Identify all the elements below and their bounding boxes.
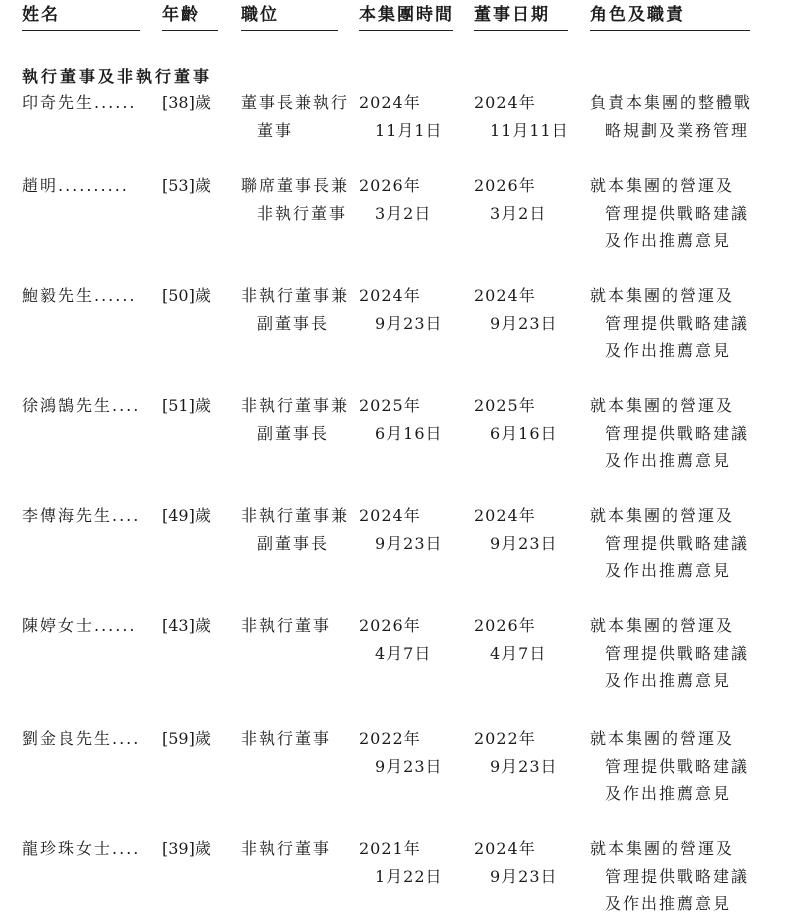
column-header-role: 角色及職責 <box>590 4 750 31</box>
date-day: 9月23日 <box>375 533 443 553</box>
joined-date <box>359 172 431 227</box>
date-day: 6月16日 <box>375 423 443 443</box>
joined-date <box>359 89 443 144</box>
date-year: 2024年 <box>474 286 536 305</box>
date-year: 2024年 <box>474 93 536 112</box>
role-line: 管理提供戰略建議 <box>605 203 750 223</box>
role-line: 及作出推薦意見 <box>605 231 732 250</box>
date-year: 2024年 <box>359 506 421 525</box>
role-line: 管理提供戰略建議 <box>605 866 750 886</box>
director-name: 徐鴻鵠先生.... <box>22 396 141 415</box>
director-name: 劉金良先生.... <box>22 729 141 748</box>
role-line: 負責本集團的整體戰 <box>590 93 753 112</box>
joined-date <box>359 392 443 447</box>
date-day: 11月1日 <box>375 120 443 140</box>
director-name: 陳婷女士...... <box>22 616 137 635</box>
position-line: 聯席董事長兼 <box>241 176 350 195</box>
date-day: 1月22日 <box>375 866 443 886</box>
date-year: 2022年 <box>474 729 536 748</box>
role-line: 管理提供戰略建議 <box>605 533 750 553</box>
role-line: 及作出推薦意見 <box>605 341 732 360</box>
role-line: 就本集團的營運及 <box>590 506 735 525</box>
role-line: 就本集團的營運及 <box>590 616 735 635</box>
director-date <box>474 502 558 557</box>
column-header-joined: 本集團時間 <box>359 4 453 31</box>
section-title: 執行董事及非執行董事 <box>22 67 213 86</box>
date-year: 2025年 <box>359 396 421 415</box>
date-year: 2025年 <box>474 396 536 415</box>
director-position <box>241 172 349 227</box>
date-year: 2026年 <box>474 616 536 635</box>
role-line: 管理提供戰略建議 <box>605 643 750 663</box>
director-name: 印奇先生...... <box>22 93 137 112</box>
column-header-position: 職位 <box>241 4 338 31</box>
director-position <box>241 835 331 863</box>
date-year: 2024年 <box>474 839 536 858</box>
position-line: 董事 <box>257 120 294 140</box>
date-year: 2026年 <box>359 176 421 195</box>
position-line: 非執行董事 <box>241 616 332 635</box>
director-position <box>241 282 349 337</box>
position-line: 副董事長 <box>257 533 330 553</box>
role-line: 就本集團的營運及 <box>590 176 735 195</box>
date-year: 2026年 <box>474 176 536 195</box>
date-day: 9月23日 <box>375 313 443 333</box>
date-day: 9月23日 <box>490 313 558 333</box>
role-line: 管理提供戰略建議 <box>605 756 750 776</box>
director-position <box>241 612 331 640</box>
role-line: 管理提供戰略建議 <box>605 423 750 443</box>
column-header-age: 年齡 <box>162 4 218 31</box>
position-line: 副董事長 <box>257 313 330 333</box>
director-position <box>241 392 349 447</box>
role-line: 及作出推薦意見 <box>605 894 732 913</box>
director-role <box>590 172 749 255</box>
joined-date <box>359 502 443 557</box>
director-role <box>590 282 749 365</box>
date-day: 3月2日 <box>375 203 432 223</box>
date-day: 6月16日 <box>490 423 558 443</box>
director-date <box>474 612 546 667</box>
date-day: 3月2日 <box>490 203 547 223</box>
date-year: 2024年 <box>359 93 421 112</box>
joined-date <box>359 725 443 780</box>
director-age: [38]歲 <box>162 93 211 112</box>
director-role <box>590 835 749 918</box>
position-line: 非執行董事 <box>241 839 332 858</box>
role-line: 及作出推薦意見 <box>605 561 732 580</box>
position-line: 董事長兼執行 <box>241 93 350 112</box>
director-date <box>474 89 569 144</box>
date-day: 9月23日 <box>375 756 443 776</box>
date-day: 4月7日 <box>490 643 547 663</box>
joined-date <box>359 282 443 337</box>
director-age: [49]歲 <box>162 506 211 525</box>
director-date <box>474 172 546 227</box>
role-line: 及作出推薦意見 <box>605 784 732 803</box>
director-position <box>241 502 349 557</box>
date-year: 2024年 <box>474 506 536 525</box>
director-position <box>241 89 349 144</box>
date-day: 9月23日 <box>490 756 558 776</box>
position-line: 非執行董事兼 <box>241 396 350 415</box>
director-date <box>474 392 558 447</box>
director-age: [43]歲 <box>162 616 211 635</box>
role-line: 及作出推薦意見 <box>605 451 732 470</box>
director-name: 龍珍珠女士.... <box>22 839 141 858</box>
date-year: 2026年 <box>359 616 421 635</box>
director-age: [51]歲 <box>162 396 211 415</box>
position-line: 非執行董事 <box>241 729 332 748</box>
role-line: 就本集團的營運及 <box>590 286 735 305</box>
director-age: [59]歲 <box>162 729 211 748</box>
date-year: 2021年 <box>359 839 421 858</box>
director-date <box>474 725 558 780</box>
role-line: 略規劃及業務管理 <box>605 120 750 140</box>
director-date <box>474 835 558 890</box>
director-role <box>590 725 749 808</box>
position-line: 非執行董事兼 <box>241 506 350 525</box>
table-header <box>0 0 790 40</box>
director-name: 鮑毅先生...... <box>22 286 137 305</box>
position-line: 非執行董事兼 <box>241 286 350 305</box>
date-day: 4月7日 <box>375 643 432 663</box>
joined-date <box>359 612 431 667</box>
column-header-name: 姓名 <box>22 4 140 31</box>
director-name: 李傳海先生.... <box>22 506 141 525</box>
position-line: 副董事長 <box>257 423 330 443</box>
column-header-director-date: 董事日期 <box>474 4 568 31</box>
director-name: 趙明.......... <box>22 176 129 195</box>
date-day: 11月11日 <box>490 120 569 140</box>
date-day: 9月23日 <box>490 533 558 553</box>
director-age: [50]歲 <box>162 286 211 305</box>
date-year: 2024年 <box>359 286 421 305</box>
director-role <box>590 89 752 144</box>
date-year: 2022年 <box>359 729 421 748</box>
director-role <box>590 502 749 585</box>
position-line: 非執行董事 <box>257 203 348 223</box>
director-role <box>590 612 749 695</box>
director-age: [39]歲 <box>162 839 211 858</box>
director-role <box>590 392 749 475</box>
date-day: 9月23日 <box>490 866 558 886</box>
director-position <box>241 725 331 753</box>
joined-date <box>359 835 443 890</box>
role-line: 及作出推薦意見 <box>605 671 732 690</box>
role-line: 就本集團的營運及 <box>590 729 735 748</box>
director-date <box>474 282 558 337</box>
role-line: 管理提供戰略建議 <box>605 313 750 333</box>
director-age: [53]歲 <box>162 176 211 195</box>
role-line: 就本集團的營運及 <box>590 839 735 858</box>
role-line: 就本集團的營運及 <box>590 396 735 415</box>
